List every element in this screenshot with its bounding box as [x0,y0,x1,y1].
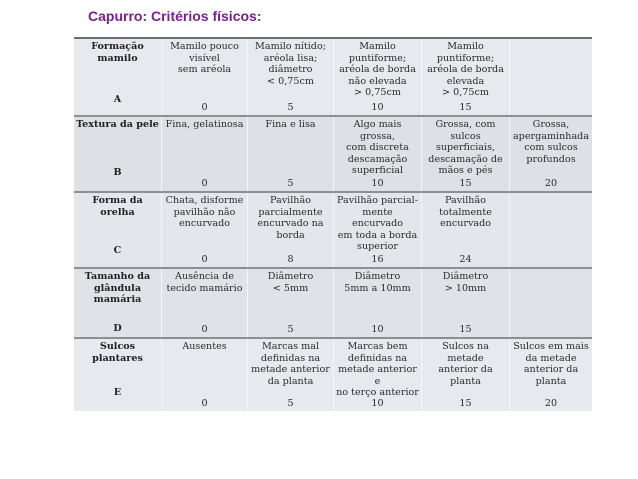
table-cell [248,39,334,115]
table-cell [422,269,510,337]
cell-score: 15 [459,102,472,114]
table-cell [162,117,248,191]
criterion-name [74,193,162,267]
cell-score: 15 [459,324,472,336]
cell-score: 0 [201,102,208,114]
page-title: Capurro: Critérios físicos: [88,8,262,24]
cell-text: Pavilhão parcial- mente encurvado em toda a borda superior [337,195,418,253]
capurro-physical-criteria-table [74,37,592,411]
cell-score: 0 [201,254,208,266]
criterion-letter: E [113,387,122,398]
cell-text: Mamilo pouco visível sem aréola [170,41,239,76]
cell-text: Sulcos na metade anterior da planta [438,341,493,387]
table-cell [248,339,334,411]
table-cell [422,193,510,267]
table-cell [334,39,422,115]
cell-score: 24 [459,254,472,266]
criterion-name [74,269,162,337]
cell-text: Algo mais grossa, com discreta descamação superficial [346,119,409,177]
cell-score: 10 [371,398,384,410]
cell-text: Marcas bem definidas na metade anterior e no terço anterior [336,341,419,399]
cell-score: 5 [287,398,294,410]
cell-text: Grossa, apergaminhada com sulcos profundos [512,119,590,165]
cell-score: 20 [544,398,558,410]
table-row [74,193,592,267]
cell-text: Diâmetro 5mm a 10mm [344,271,411,294]
table-cell [334,117,422,191]
table-cell [422,339,510,411]
criterion-name [74,339,162,411]
cell-text: Diâmetro < 5mm [267,271,314,294]
cell-score: 10 [371,324,384,336]
criterion-letter: D [113,323,122,334]
cell-text: Ausência de tecido mamário [166,271,243,294]
table-cell [510,269,592,337]
criterion-label: Sulcos plantares [92,341,143,364]
criterion-letter: B [113,167,122,178]
cell-text: Grossa, com sulcos superficiais, descamação de mãos e pés [428,119,503,177]
table-cell [510,117,592,191]
cell-score: 15 [459,178,472,190]
cell-text: Ausentes [182,341,227,352]
cell-text: Fina e lisa [265,119,316,130]
cell-score: 5 [287,178,294,190]
criterion-label: Forma da orelha [92,195,143,218]
cell-text: Fina, gelatinosa [165,119,244,130]
table-cell [334,339,422,411]
cell-text: Mamilo puntiforme; aréola de borda elevada > 0,75cm [427,41,504,99]
cell-score: 10 [371,102,384,114]
table-cell [248,269,334,337]
criterion-letter: A [113,94,122,105]
criterion-name [74,117,162,191]
table-cell [422,117,510,191]
table-cell [334,269,422,337]
cell-score: 5 [287,102,294,114]
cell-text: Mamilo puntiforme; aréola de borda não elevada > 0,75cm [339,41,416,99]
table-cell [422,39,510,115]
table-cell [510,39,592,115]
cell-score: 5 [287,324,294,336]
criterion-name [74,39,162,115]
table-cell [248,193,334,267]
table-row [74,117,592,191]
table-cell [510,339,592,411]
cell-score: 16 [371,254,384,266]
cell-score: 20 [544,178,558,190]
table-cell [162,39,248,115]
cell-text: Pavilhão totalmente encurvado [439,195,492,230]
cell-text: Chata, disforme pavilhão não encurvado [165,195,244,230]
criterion-label: Tamanho da glândula mamária [84,271,151,306]
table-cell [162,193,248,267]
cell-text: Diâmetro > 10mm [442,271,489,294]
cell-text: Sulcos em mais da metade anterior da planta [513,341,589,387]
criterion-label: Textura da pele [76,119,159,130]
cell-score: 0 [201,178,208,190]
cell-text: Marcas mal definidas na metade anterior da planta [251,341,330,387]
cell-score: 15 [459,398,472,410]
criterion-letter: C [113,245,122,256]
cell-text: Pavilhão parcialmente encurvado na borda [257,195,324,241]
table-cell [162,339,248,411]
cell-score: 10 [371,178,384,190]
table-row [74,269,592,337]
cell-score: 0 [201,324,208,336]
table-row [74,39,592,115]
table-cell [162,269,248,337]
table-cell [248,117,334,191]
table-cell [334,193,422,267]
cell-text: Mamilo nítido; aréola lisa; diâmetro < 0,75cm [255,41,326,87]
cell-score: 0 [201,398,208,410]
cell-score: 8 [287,254,294,266]
table-row [74,339,592,411]
table-cell [510,193,592,267]
criterion-label: Formação mamilo [91,41,144,64]
